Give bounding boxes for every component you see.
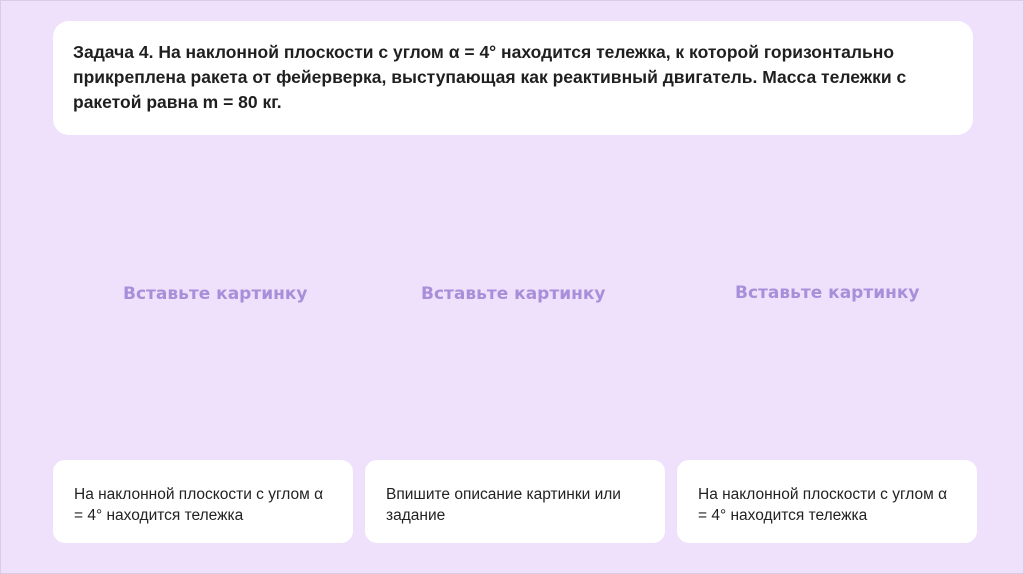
task-text[interactable]: Задача 4. На наклонной плоскости с углом α = 4° находится тележка, к которой горизонтально прикреплена ракета от фейерверка, выступающая как реактивный двигатель. Масса тележки с ракетой равна m = 80 кг.	[73, 42, 907, 112]
caption-card-1	[53, 460, 353, 543]
image-placeholder-3[interactable]: Вставьте картинку	[735, 283, 920, 303]
caption-card-3	[677, 460, 977, 543]
caption-text-1[interactable]: На наклонной плоскости с углом α = 4° находится тележка	[74, 486, 324, 524]
image-placeholder-1[interactable]: Вставьте картинку	[123, 284, 308, 304]
caption-card-2	[365, 460, 665, 543]
task-card	[53, 21, 973, 135]
caption-text-3[interactable]: На наклонной плоскости с углом α = 4° находится тележка	[698, 486, 948, 524]
caption-text-2[interactable]: Впишите описание картинки или задание	[386, 486, 621, 524]
image-placeholder-2[interactable]: Вставьте картинку	[421, 284, 606, 304]
